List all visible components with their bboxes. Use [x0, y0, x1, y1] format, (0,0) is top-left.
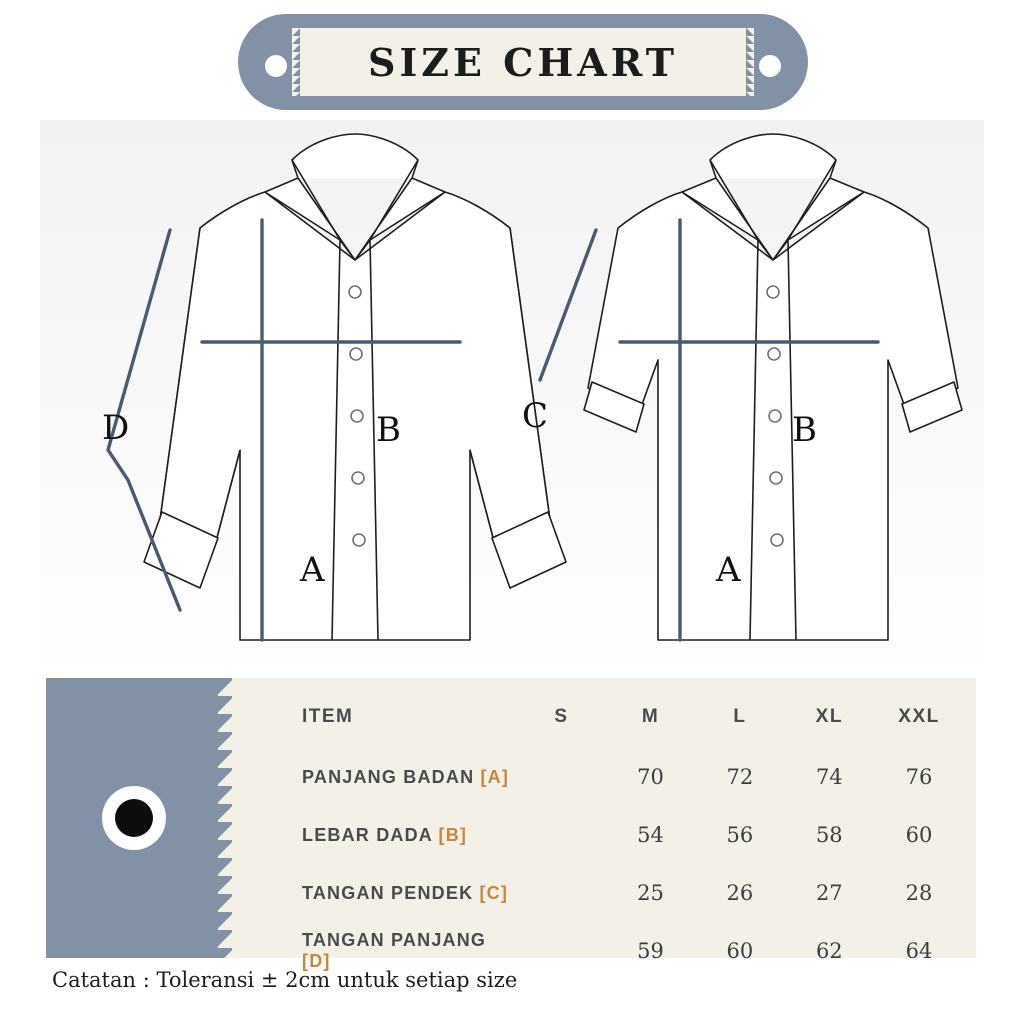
cell-m: 59 [637, 939, 664, 963]
banner-hole-left-icon [265, 55, 287, 77]
cell-l: 56 [726, 823, 754, 847]
table-row [242, 806, 964, 864]
row-item-text: TANGAN PANJANG [302, 930, 487, 950]
cell-l: 26 [726, 881, 754, 905]
tag-zigzag-edge [218, 678, 232, 958]
row-label-lebar-dada [242, 806, 517, 864]
col-header-s: S [554, 706, 569, 727]
cell-xl: 62 [815, 939, 843, 963]
cell-l: 60 [726, 939, 754, 963]
row-item-code: [D] [302, 951, 331, 971]
cell-xxl: 60 [905, 823, 933, 847]
cell-m: 25 [637, 881, 664, 905]
footer-note: Catatan : Toleransi ± 2cm untuk setiap size [52, 968, 518, 992]
hangtag-shape [46, 678, 218, 958]
cell-s [517, 806, 606, 864]
row-label-tangan-pendek [242, 864, 517, 922]
label-a-left: A [300, 550, 325, 590]
col-header-item: ITEM [302, 706, 354, 727]
row-item-code: [B] [438, 824, 468, 845]
eyelet-icon [102, 786, 166, 850]
shirt-illustrations [40, 120, 984, 680]
banner-zigzag-left [292, 28, 300, 96]
col-header-xxl: XXL [898, 706, 940, 727]
banner-hole-right-icon [759, 55, 781, 77]
cell-s [517, 748, 606, 806]
row-item-text: TANGAN PENDEK [302, 882, 474, 903]
col-header-l: L [733, 706, 747, 727]
cell-xl: 58 [815, 823, 843, 847]
col-header-xl: XL [815, 706, 843, 727]
row-item-text: PANJANG BADAN [302, 766, 475, 787]
table-header-row [242, 686, 964, 748]
cell-l: 72 [726, 765, 754, 789]
label-c: C [522, 396, 549, 436]
cell-m: 54 [637, 823, 664, 847]
table-row [242, 864, 964, 922]
row-item-text: LEBAR DADA [302, 824, 433, 845]
banner-card [300, 28, 746, 96]
measurements-table [242, 686, 964, 980]
cell-m: 70 [637, 765, 664, 789]
banner [238, 14, 808, 110]
cell-xl: 27 [815, 881, 843, 905]
label-b-right: B [792, 410, 817, 450]
row-item-code: [A] [480, 766, 510, 787]
row-item-code: [C] [479, 882, 509, 903]
size-table [46, 678, 976, 971]
eyelet-hole-icon [115, 799, 153, 837]
cell-xl: 74 [815, 765, 843, 789]
banner-zigzag-right [746, 28, 754, 96]
label-b-left: B [376, 410, 401, 450]
page-title: SIZE CHART [368, 39, 678, 85]
col-header-m: M [641, 706, 660, 727]
cell-xxl: 76 [905, 765, 933, 789]
cell-s [517, 922, 606, 980]
table-row [242, 748, 964, 806]
label-a-right: A [716, 550, 741, 590]
row-label-panjang-badan [242, 748, 517, 806]
cell-xxl: 28 [905, 881, 933, 905]
cell-s [517, 864, 606, 922]
label-d: D [102, 408, 130, 448]
cell-xxl: 64 [905, 939, 933, 963]
